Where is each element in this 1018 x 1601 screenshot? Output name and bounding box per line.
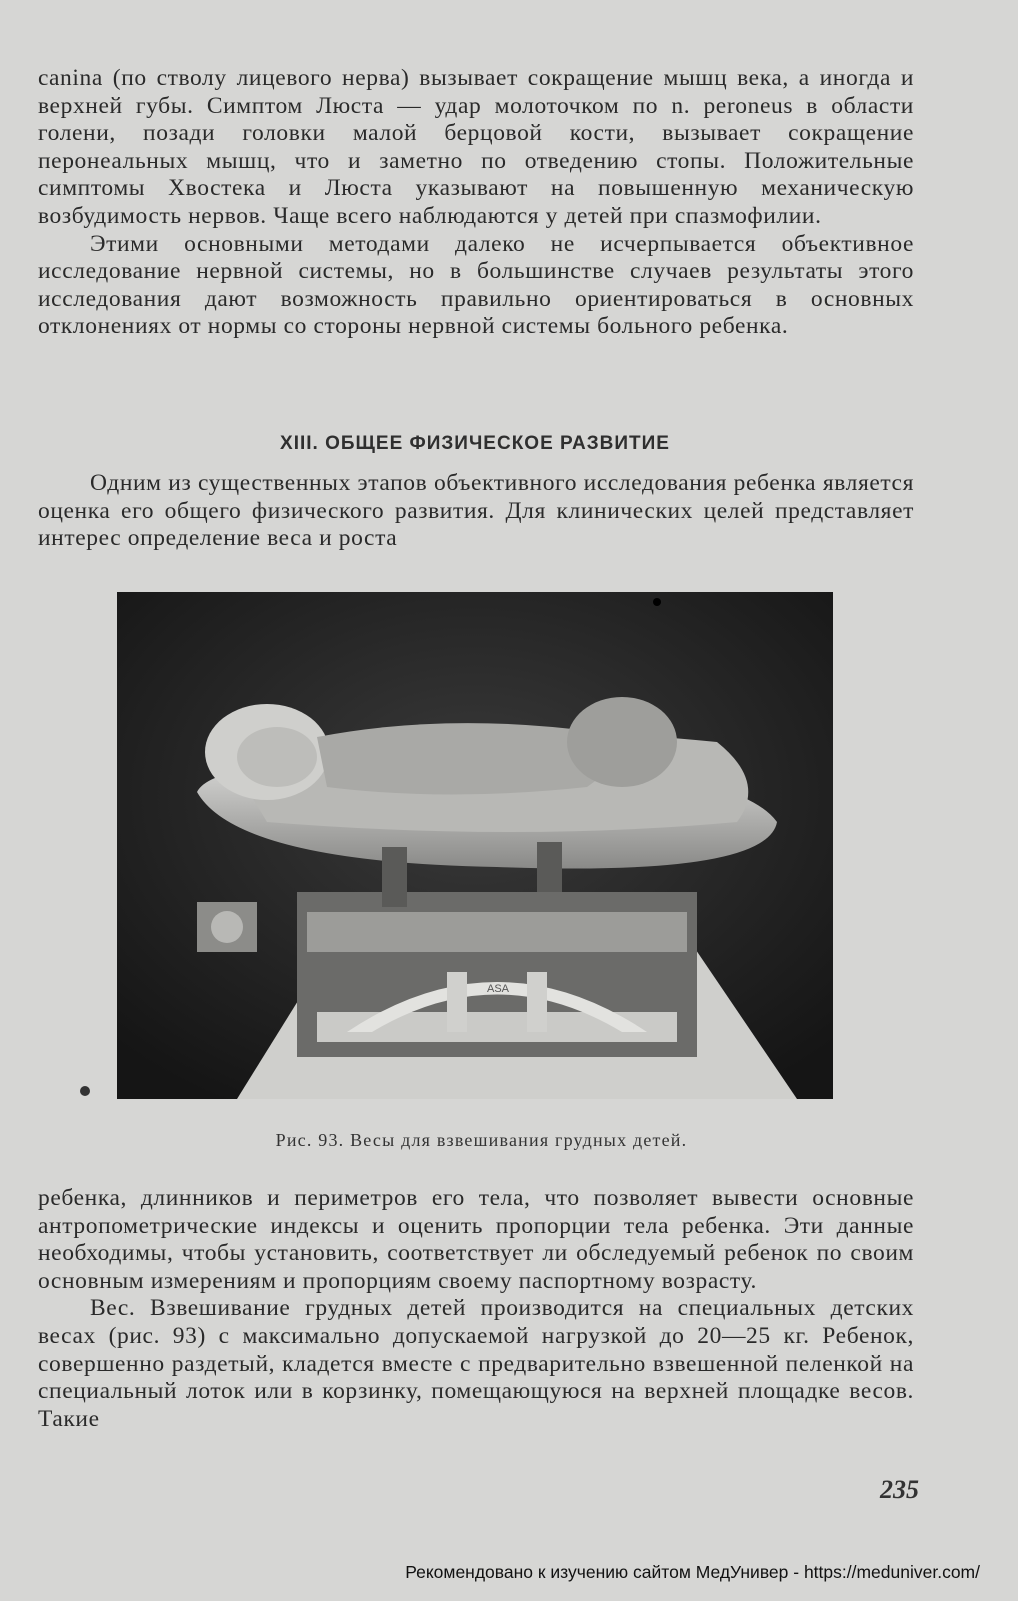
paragraph-nervous-system-summary: Этими основными методами далеко не исчерпывается объективное исследование нервной системы, но в большинстве случаев результаты этого исследования дают возможность правильно ориентироваться в основных отклонениях от нормы со стороны нервной системы больного ребенка. [38,230,914,340]
section-heading: XIII. ОБЩЕЕ ФИЗИЧЕСКОЕ РАЗВИТИЕ [280,433,670,454]
footer-recommendation: Рекомендовано к изучению сайтом МедУнивер - https://meduniver.com/ [405,1562,980,1582]
infant-scale-illustration [117,592,833,1099]
text-block-before-figure [38,470,914,553]
scale-marking: ASA [487,983,510,995]
paragraph-anthropometry: ребенка, длинников и периметров его тела, что позволяет вывести основные антропометрические индексы и оценить пропорции тела ребенка. Эти данные необходимы, чтобы установить, соответствует ли обследуемый ребенок по своим основным измерениям и пропорциям своему паспортному возрасту. [38,1185,914,1294]
figure-caption: Рис. 93. Весы для взвешивания грудных детей. [275,1130,688,1150]
paragraph-physical-development: Одним из существенных этапов объективного исследования ребенка является оценка его общего физического развития. Для клинических целей представляет интерес определение веса и роста [38,470,914,552]
text-block-top [38,65,914,341]
page-speck [80,1086,90,1096]
page-number: 235 [880,1475,919,1504]
figure-infant-scale-photo [117,592,833,1099]
paragraph-hvostek-lust: canina (по стволу лицевого нерва) вызывает сокращение мышц века, а иногда и верхней губы. Симптом Люста — удар молоточком по n. peroneus в области голени, позади головки малой берцовой кости, вызывает сокращение перонеальных мышц, что и заметно по отведению стопы. Положительные симптомы Хвостека и Люста указывают на повышенную механическую возбудимость нервов. Чаще всего наблюдаются у детей при спазмофилии. [38,65,914,229]
paragraph-weighing: Вес. Взвешивание грудных детей производится на специальных детских весах (рис. 93) с максимально допускаемой нагрузкой до 20—25 кг. Ребенок, совершенно раздетый, кладется вместе с предварительно взвешенной пеленкой на специальный лоток или в корзинку, помещающуюся на верхней площадке весов. Такие [38,1295,914,1432]
text-block-bottom [38,1185,914,1433]
